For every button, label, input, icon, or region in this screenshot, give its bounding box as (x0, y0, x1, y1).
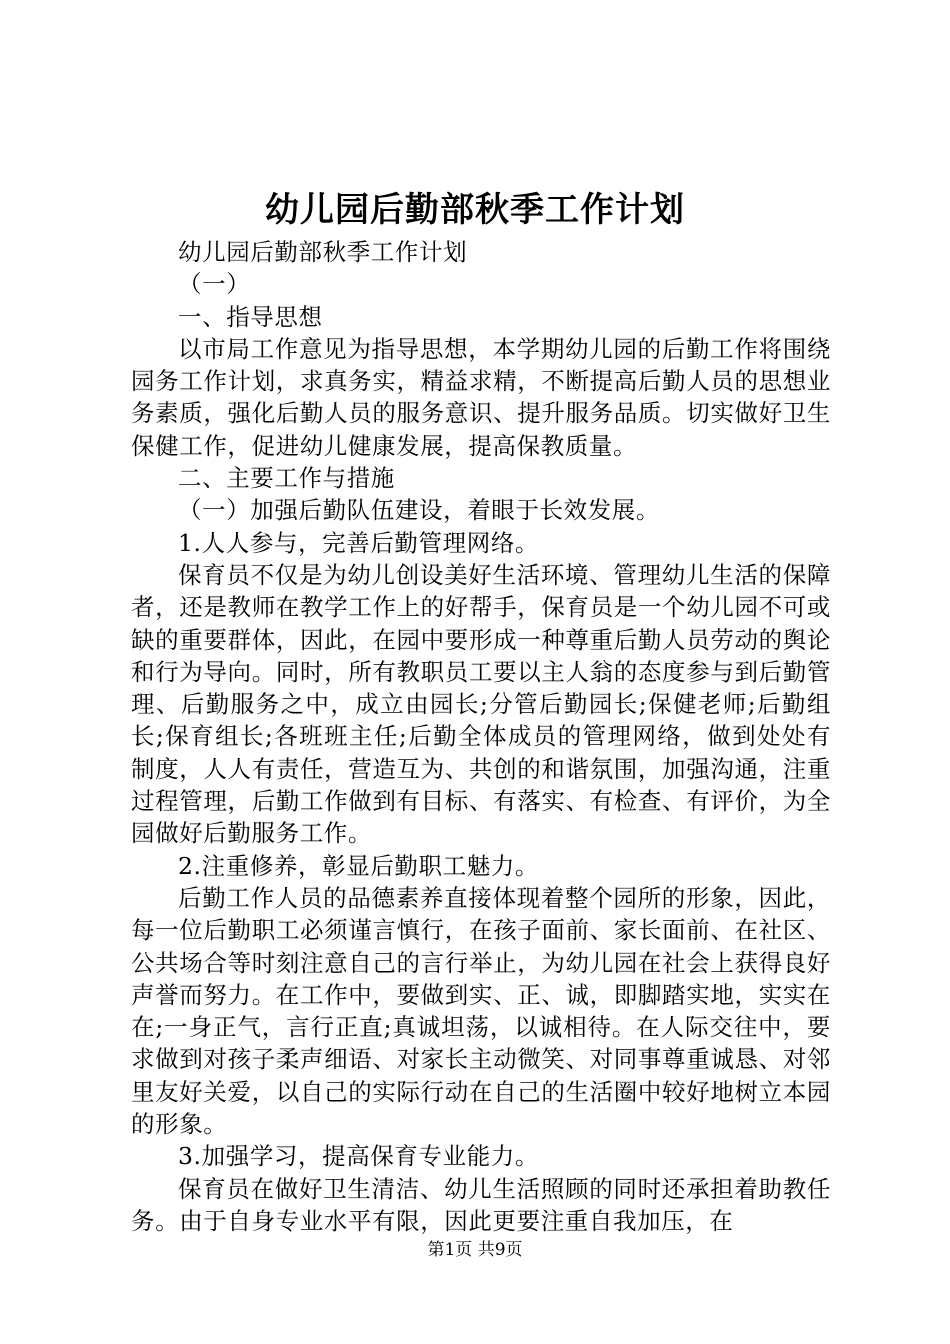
page-number-footer: 第1页 共9页 (427, 1240, 523, 1260)
body-paragraph: 保育员不仅是为幼儿创设美好生活环境、管理幼儿生活的保障者，还是教师在教学工作上的好帮手，保育员是一个幼儿园不可或缺的重要群体，因此，在园中要形成一种尊重后勤人员劳动的舆论和行为导向。同时，所有教职员工要以主人翁的态度参与到后勤管理、后勤服务之中，成立由园长;分管后勤园长;保健老师;后勤组长;保育组长;各班班主任;后勤全体成员的管理网络，做到处处有制度，人人有责任，营造互为、共创的和谐氛围，加强沟通，注重过程管理，后勤工作做到有目标、有落实、有检查、有评价，为全园做好后勤服务工作。 (131, 560, 831, 848)
body-paragraph: 保育员在做好卫生清洁、幼儿生活照顾的同时还承担着助教任务。由于自身专业水平有限，因此更要注重自我加压，在 (131, 1174, 831, 1235)
document-title: 幼儿园后勤部秋季工作计划 (265, 190, 685, 230)
section-number-paragraph: （一） (178, 270, 251, 299)
document-body (131, 236, 831, 1237)
heading-main-work: 二、主要工作与措施 (178, 464, 395, 493)
body-paragraph: 后勤工作人员的品德素养直接体现着整个园所的形象，因此，每一位后勤职工必须谨言慎行，在孩子面前、家长面前、在社区、公共场合等时刻注意自己的言行举止，为幼儿园在社会上获得良好声誉而努力。在工作中，要做到实、正、诚，即脚踏实地，实实在在;一身正气，言行正直;真诚坦荡，以诚相待。在人际交往中，要求做到对孩子柔声细语、对家长主动微笑、对同事尊重诚恳、对邻里友好关爱，以自己的实际行动在自己的生活圈中较好地树立本园的形象。 (131, 883, 831, 1139)
item-heading-3: 3.加强学习，提高保育专业能力。 (178, 1142, 540, 1171)
subtitle-paragraph: 幼儿园后勤部秋季工作计划 (178, 238, 468, 266)
body-paragraph: 以市局工作意见为指导思想，本学期幼儿园的后勤工作将围绕园务工作计划，求真务实，精益求精，不断提高后勤人员的思想业务素质，强化后勤人员的服务意识、提升服务品质。切实做好卫生保健工作，促进幼儿健康发展，提高保教质量。 (131, 334, 831, 460)
item-heading-1: 1.人人参与，完善后勤管理网络。 (178, 528, 540, 557)
heading-guiding-thought: 一、指导思想 (178, 302, 323, 331)
subheading-team-building: （一）加强后勤队伍建设，着眼于长效发展。 (178, 496, 660, 525)
item-heading-2: 2.注重修养，彰显后勤职工魅力。 (178, 851, 540, 880)
